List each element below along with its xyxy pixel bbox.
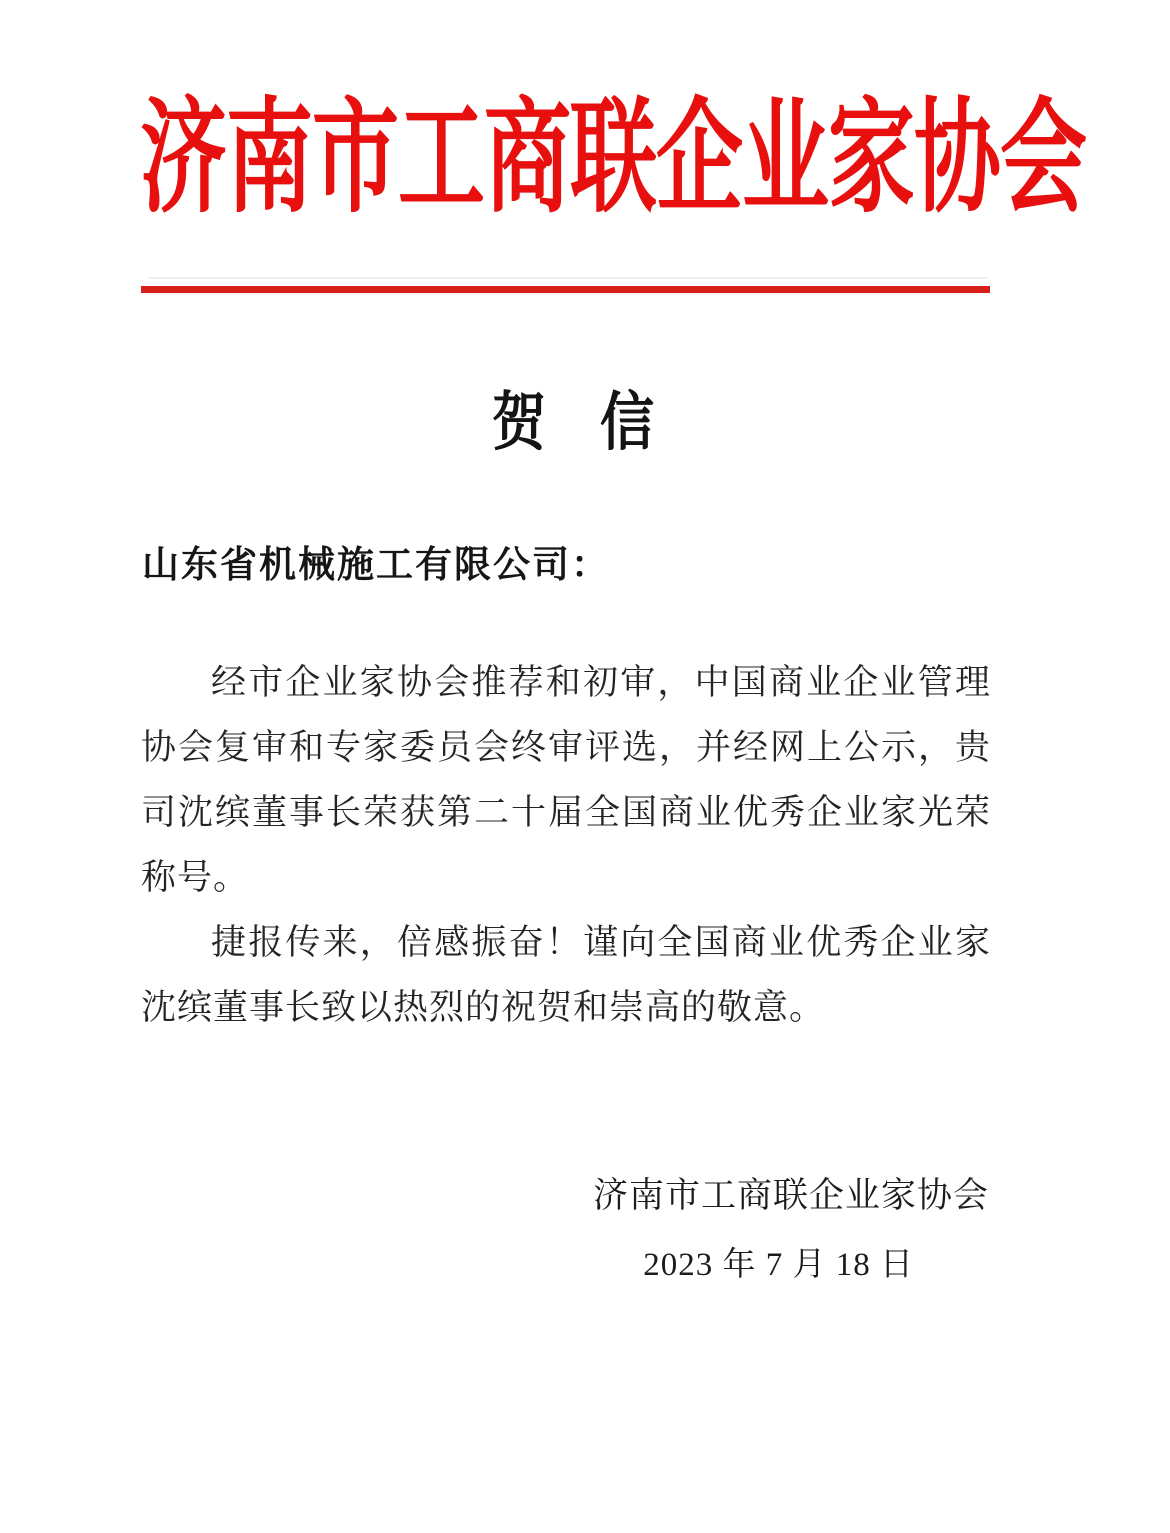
body-paragraph: 捷报传来，倍感振奋！谨向全国商业优秀企业家沈缤董事长致以热烈的祝贺和崇高的敬意。	[141, 923, 991, 1027]
letterhead-org-name: 济南市工商联企业家协会	[140, 89, 1086, 227]
letter-title: 贺 信	[492, 387, 654, 459]
letterhead	[140, 58, 1086, 227]
recipient-salutation: 山东省机械施工有限公司：	[142, 545, 610, 586]
letter-body	[141, 650, 991, 1040]
letterhead-rule-shadow	[148, 277, 988, 279]
body-paragraph: 经市企业家协会推荐和初审，中国商业企业管理协会复审和专家委员会终审评选，并经网上公示，贵司沈缤董事长荣获第二十届全国商业优秀企业家光荣称号。	[141, 663, 991, 897]
signature-org-name: 济南市工商联企业家协会	[592, 1176, 989, 1215]
letter-title-row	[0, 372, 1146, 459]
letterhead-red-rule	[141, 286, 990, 293]
letter-date: 2023 年 7 月 18 日	[643, 1247, 914, 1283]
